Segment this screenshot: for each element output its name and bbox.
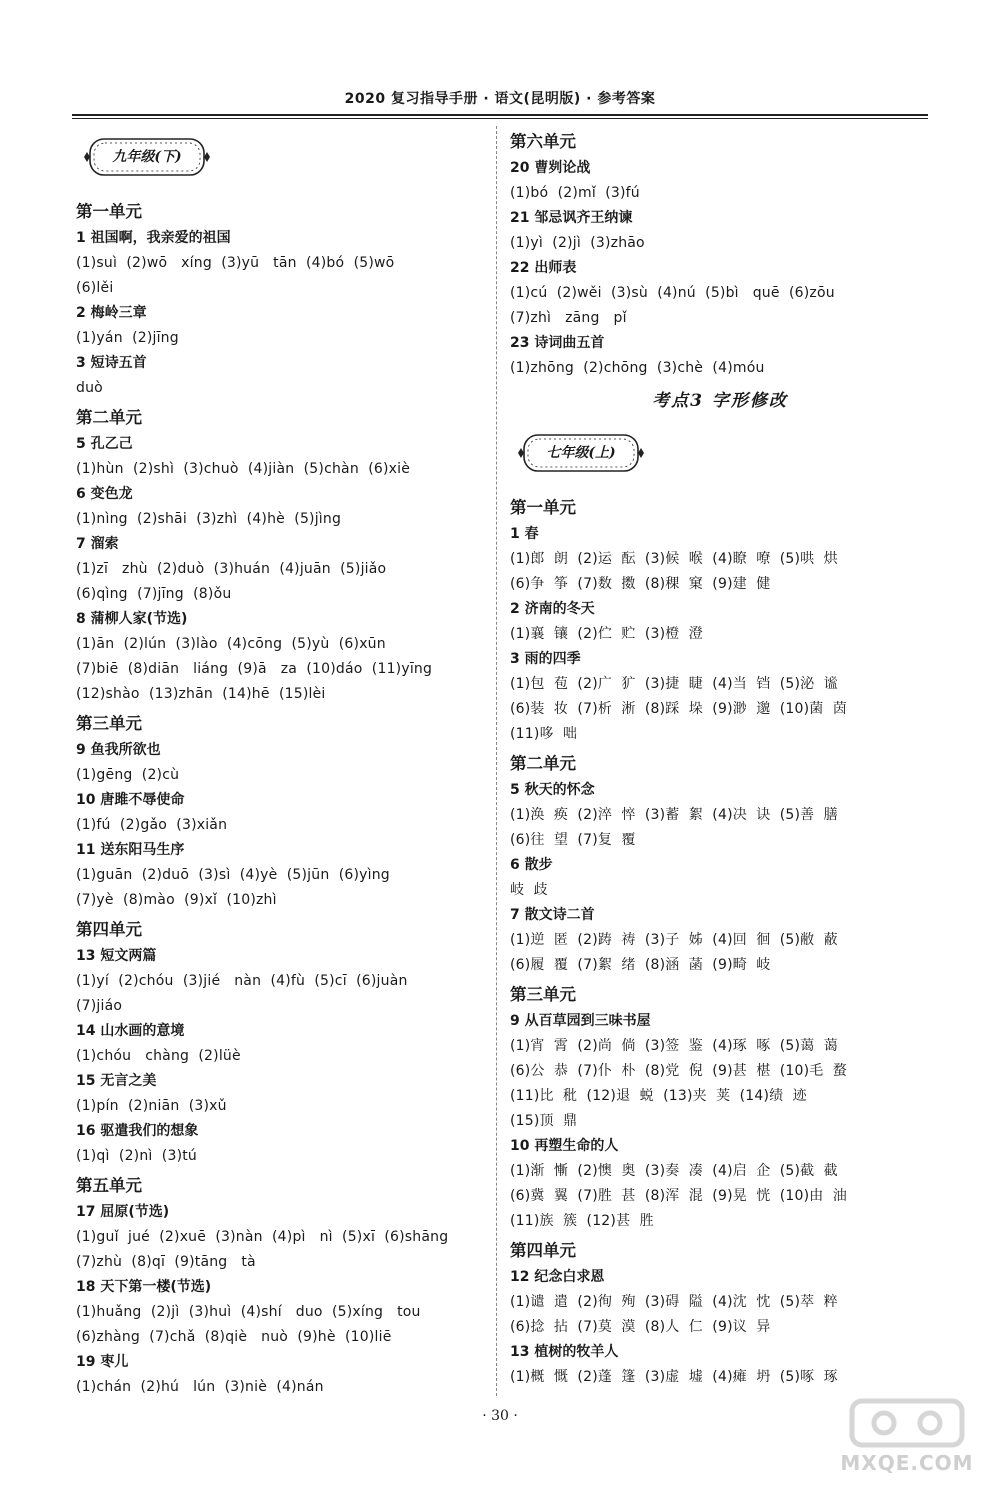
answer-line: (6)冀 翼 (7)胜 甚 (8)浑 混 (9)晃 恍 (10)由 油 (510, 1188, 847, 1204)
answer-line: (1)概 慨 (2)蓬 篷 (3)虚 墟 (4)瘫 坍 (5)啄 琢 (510, 1369, 838, 1385)
answer-line: (1)yí (2)chóu (3)jié nàn (4)fù (5)cī (6)juàn (76, 973, 408, 989)
unit-heading: 第三单元 (76, 714, 142, 733)
unit-heading: 第二单元 (510, 754, 576, 773)
lesson-title: 6 散步 (510, 857, 553, 873)
grade-badge (76, 125, 496, 195)
answer-line: (1)chóu chàng (2)lüè (76, 1048, 241, 1064)
left-column (76, 125, 496, 1400)
grade-badge-label: 七年级(上) (546, 445, 616, 461)
lesson-title: 10 再塑生命的人 (510, 1138, 619, 1154)
answer-line: (7)zhì zāng pǐ (510, 310, 627, 326)
answer-line: (6)lěi (76, 280, 114, 296)
answer-line: (11)哆 咄 (510, 726, 578, 742)
lesson-title: 5 孔乙己 (76, 436, 133, 452)
lesson-title: 14 山水画的意境 (76, 1023, 185, 1039)
grade-badge (510, 421, 930, 491)
answer-line: (1)gēng (2)cù (76, 767, 180, 783)
grade-badge-label: 九年级(下) (112, 149, 182, 165)
lesson-title: 3 短诗五首 (76, 355, 147, 371)
column-divider (496, 126, 497, 1396)
unit-heading: 第四单元 (76, 920, 142, 939)
lesson-title: 9 从百草园到三味书屋 (510, 1013, 651, 1029)
answer-line: (12)shào (13)zhān (14)hē (15)lèi (76, 686, 326, 702)
answer-line: (7)yè (8)mào (9)xǐ (10)zhì (76, 892, 277, 908)
lesson-title: 2 济南的冬天 (510, 601, 595, 617)
answer-line: duò (76, 380, 103, 396)
answer-line: (6)装 妆 (7)析 淅 (8)踩 垛 (9)渺 邈 (10)菌 茵 (510, 701, 847, 717)
lesson-title: 3 雨的四季 (510, 651, 581, 667)
answer-line: (1)郎 朗 (2)运 酝 (3)候 喉 (4)瞭 嘹 (5)哄 烘 (510, 551, 838, 567)
answer-line: (6)捻 拈 (7)莫 漠 (8)人 仁 (9)议 异 (510, 1319, 771, 1335)
section-title: 考点3 字形修改 (652, 391, 788, 411)
answer-line: (1)pín (2)niān (3)xǔ (76, 1098, 227, 1114)
lesson-title: 2 梅岭三章 (76, 305, 147, 321)
answer-line: (1)襄 镶 (2)伫 贮 (3)橙 澄 (510, 626, 703, 642)
answer-line: (1)guǐ jué (2)xuē (3)nàn (4)pì nì (5)xī (6)shāng (76, 1229, 449, 1245)
answer-line: (1)suì (2)wō xíng (3)yū tān (4)bó (5)wō (76, 255, 395, 271)
lesson-title: 10 唐雎不辱使命 (76, 792, 185, 808)
answer-line: (1)zhōng (2)chōng (3)chè (4)móu (510, 360, 765, 376)
answer-line: (1)bó (2)mǐ (3)fú (510, 185, 640, 201)
page-header: 2020 复习指导手册 · 语文(昆明版) · 参考答案 (344, 91, 656, 107)
lesson-title: 13 短文两篇 (76, 948, 157, 964)
answer-line: (6)zhàng (7)chǎ (8)qiè nuò (9)hè (10)liē (76, 1329, 392, 1345)
lesson-title: 12 纪念白求恩 (510, 1269, 605, 1285)
lesson-title: 5 秋天的怀念 (510, 782, 595, 798)
answer-line: (6)履 覆 (7)絮 绪 (8)涵 菡 (9)畸 岐 (510, 957, 771, 973)
lesson-title: 8 蒲柳人家(节选) (76, 611, 188, 627)
answer-line: (7)biē (8)diān liáng (9)ā za (10)dáo (11)yīng (76, 661, 433, 677)
lesson-title: 7 溜索 (76, 536, 119, 552)
answer-line: (1)chán (2)hú lún (3)niè (4)nán (76, 1379, 324, 1395)
unit-heading: 第五单元 (76, 1176, 142, 1195)
answer-line: (6)公 恭 (7)仆 朴 (8)党 倪 (9)甚 椹 (10)毛 蝥 (510, 1063, 847, 1079)
lesson-title: 17 屈原(节选) (76, 1204, 170, 1220)
header-rule-thin (72, 118, 928, 119)
answer-line: (1)yán (2)jīng (76, 330, 179, 346)
answer-line: (1)ān (2)lún (3)lào (4)cōng (5)yù (6)xūn (76, 636, 386, 652)
answer-line: (11)比 秕 (12)退 蜕 (13)夹 荚 (14)绩 迹 (510, 1088, 807, 1104)
answer-line: (1)qì (2)nì (3)tú (76, 1148, 197, 1164)
answer-line: (1)yì (2)jì (3)zhāo (510, 235, 645, 251)
watermark-logo (832, 1395, 982, 1475)
lesson-title: 1 春 (510, 526, 539, 542)
watermark-text: MXQE.COM (840, 1451, 974, 1475)
answer-line: (7)zhù (8)qī (9)tāng tà (76, 1254, 256, 1270)
lesson-title: 15 无言之美 (76, 1073, 157, 1089)
lesson-title: 1 祖国啊，我亲爱的祖国 (76, 230, 231, 246)
answer-line: (1)guān (2)duō (3)sì (4)yè (5)jūn (6)yìng (76, 867, 390, 883)
answer-line: (15)顶 鼎 (510, 1113, 578, 1129)
answer-line: 岐 歧 (510, 882, 548, 898)
answer-line: (1)nìng (2)shāi (3)zhì (4)hè (5)jìng (76, 511, 342, 527)
unit-heading: 第六单元 (510, 132, 576, 151)
lesson-title: 13 植树的牧羊人 (510, 1344, 619, 1360)
lesson-title: 7 散文诗二首 (510, 907, 595, 923)
answer-line: (1)宵 霄 (2)尚 倘 (3)签 鉴 (4)琢 啄 (5)蔼 蔼 (510, 1038, 838, 1054)
answer-line: (1)渐 慚 (2)懊 奥 (3)奏 凑 (4)启 企 (5)截 截 (510, 1163, 838, 1179)
answer-line: (11)族 簇 (12)甚 胜 (510, 1213, 654, 1229)
answer-line: (1)逆 匿 (2)踌 祷 (3)子 姊 (4)回 徊 (5)敝 蔽 (510, 932, 838, 948)
right-column (510, 125, 930, 1390)
unit-heading: 第一单元 (76, 202, 142, 221)
answer-line: (1)包 苞 (2)广 犷 (3)捷 睫 (4)当 铛 (5)泌 谧 (510, 676, 838, 692)
answer-line: (1)涣 痪 (2)淬 悴 (3)蓄 絮 (4)决 诀 (5)善 膳 (510, 807, 838, 823)
answer-line: (1)huǎng (2)jì (3)huì (4)shí duo (5)xíng tou (76, 1304, 421, 1320)
answer-line: (6)qìng (7)jīng (8)ǒu (76, 586, 232, 602)
answer-line: (1)hùn (2)shì (3)chuò (4)jiàn (5)chàn (6)xiè (76, 461, 411, 477)
header-rule-thick (72, 114, 928, 116)
answer-line: (1)谴 遣 (2)徇 殉 (3)碍 隘 (4)沈 忱 (5)萃 粹 (510, 1294, 838, 1310)
lesson-title: 9 鱼我所欲也 (76, 742, 161, 758)
lesson-title: 18 天下第一楼(节选) (76, 1279, 212, 1295)
answer-line: (1)fú (2)gǎo (3)xiǎn (76, 817, 228, 833)
lesson-title: 19 枣儿 (76, 1354, 129, 1370)
unit-heading: 第二单元 (76, 408, 142, 427)
unit-heading: 第四单元 (510, 1241, 576, 1260)
lesson-title: 20 曹刿论战 (510, 160, 591, 176)
unit-heading: 第三单元 (510, 985, 576, 1004)
answer-line: (1)zī zhù (2)duò (3)huán (4)juān (5)jiǎo (76, 561, 387, 577)
lesson-title: 21 邹忌讽齐王纳谏 (510, 210, 633, 226)
lesson-title: 11 送东阳马生序 (76, 842, 185, 858)
answer-line: (6)争 筝 (7)数 擞 (8)稞 窠 (9)建 健 (510, 576, 771, 592)
lesson-title: 6 变色龙 (76, 486, 133, 502)
lesson-title: 23 诗词曲五首 (510, 335, 605, 351)
answer-line: (6)往 望 (7)复 覆 (510, 832, 636, 848)
answer-line: (7)jiáo (76, 998, 123, 1014)
answer-line: (1)cú (2)wěi (3)sù (4)nú (5)bì quē (6)zōu (510, 285, 835, 301)
lesson-title: 22 出师表 (510, 260, 577, 276)
lesson-title: 16 驱遣我们的想象 (76, 1123, 199, 1139)
page-number: · 30 · (482, 1408, 518, 1424)
unit-heading: 第一单元 (510, 498, 576, 517)
